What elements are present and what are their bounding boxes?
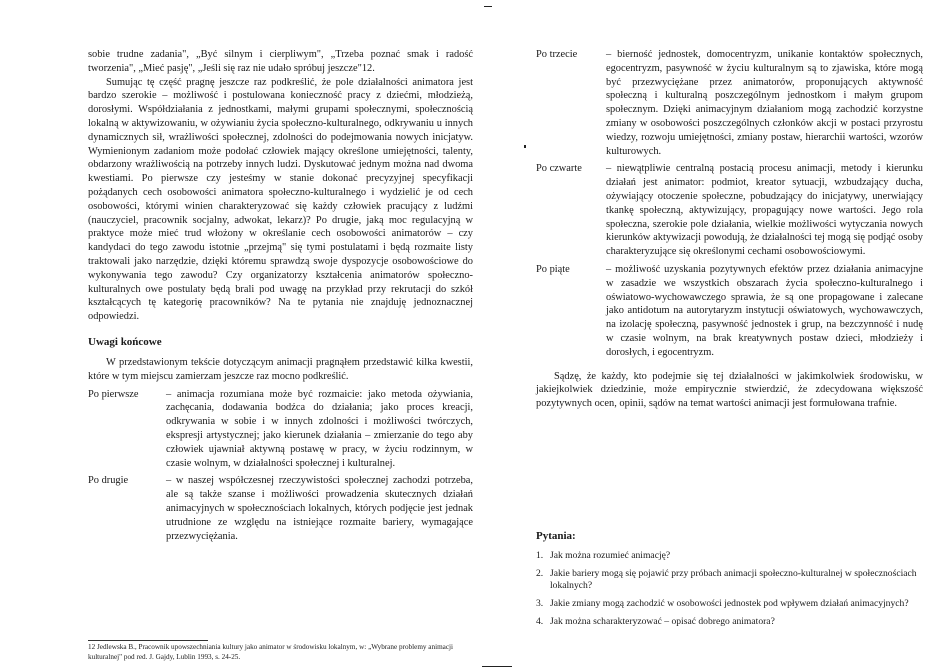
closing-paragraph: Sądzę, że każdy, kto podejmie się tej działalności w jakimkolwiek środowisku, w jakiejkolwiek dziedzinie, może empirycznie stwierdzić, że zdecydowana większość pozytywnych ocen, opinii, sądów na temat wartości animacji jest formułowana trafnie. xyxy=(536,370,923,410)
left-page xyxy=(88,0,473,670)
question-number: 4. xyxy=(536,616,544,627)
scan-mark-bottom xyxy=(482,666,512,667)
point-label: Po czwarte xyxy=(536,163,582,175)
point-item xyxy=(536,48,923,158)
intro-text: sobie trudne zadania", „Być silnym i cierpliwym", „Trzeba poznać smak i radość tworzenia", „Mieć pasję", „Jeśli się raz nie udało spróbuj jeszcze"12. xyxy=(88,49,473,74)
point-text: – możliwość uzyskania pozytywnych efektów przez działania animacyjne w zasadzie we wszystkich obszarach życia społeczno-kulturalnego i oświatowo-wychowawczego sprawia, że są one propagowane i zalecane jako antidotum na autorytaryzm instytucji oświatowych, wychowawczych, na izolację społeczną, pasywność jednostek i grup, na bezczynność i nudę w czasie wolnym, na brak kreatywnych postaw dzieci, młodzieży i dorosłych, i egocentryzm. xyxy=(606,263,923,358)
footnote-rule xyxy=(88,640,208,641)
conclusion-intro: W przedstawionym tekście dotyczącym animacji pragnąłem przedstawić kilka kwestii, które w tym miejscu zamierzam jeszcze raz mocno podkreślić. xyxy=(88,356,473,382)
scan-mark-dot xyxy=(524,145,526,148)
point-label: Po piąte xyxy=(536,263,570,275)
footnote: 12 Jedlewska B., Pracownik upowszechniania kultury jako animator w środowisku lokalnym, w: „Wybrane problemy animacji kulturalnej" pod red. J. Gajdy, Lublin 1993, s. 24-25. xyxy=(88,643,454,661)
point-item xyxy=(88,474,473,543)
right-page xyxy=(536,0,923,670)
question-number: 3. xyxy=(536,598,544,609)
point-item xyxy=(536,162,923,259)
question-text: Jak można rozumieć animację? xyxy=(550,550,671,561)
point-item xyxy=(88,388,473,471)
point-label: Po drugie xyxy=(88,475,129,487)
point-text: – w naszej współczesnej rzeczywistości społecznej zachodzi potrzeba, ale są także szanse i możliwości prowadzenia skutecznych działań animacyjnych w społecznościach lokalnych, których podjęcie jest jednak utrudnione ze względu na istniejące rozmaite bariery, wymagające przezwyciężania. xyxy=(166,475,473,542)
point-label: Po pierwsze xyxy=(88,388,139,400)
question-text: Jakie bariery mogą się pojawić przy próbach animacji społeczno-kulturalnej w społecznościach lokalnych? xyxy=(550,568,917,591)
question-item xyxy=(536,598,923,610)
question-item xyxy=(536,550,923,562)
questions-list xyxy=(536,550,923,628)
section-heading: Uwagi końcowe xyxy=(88,335,162,348)
summary-paragraph: Sumując tę część pragnę jeszcze raz podkreślić, że pole działalności animatora jest bardzo szerokie – możliwość i postulowana konieczność pracy z dziećmi, młodzieżą, dorosłymi. Współdziałania z jednostkami, małymi grupami społecznymi, społecznością lokalną w aktywizowaniu, w ożywianiu życia społeczno-kulturalnego, odkrywaniu u innych dynamicznych sił, wrażliwości społecznej, zdolności do podejmowania nowych inicjatyw. Wymienionym zadaniom może podołać człowiek mający określone umiejętności, talenty, obdarzony wrażliwością na potrzeby innych ludzi. Dyskutować jednym można nad dwoma kwestiami. Po pierwsze czy jesteśmy w stanie dokonać precyzyjnej specyfikacji pożądanych cech osobowości animatora społeczno-kulturalnego i wydzielić je od cech osobowości, którymi winien charakteryzować się każdy człowiek pracujący z ludźmi (nauczyciel, pracownik socjalny, adwokat, lekarz)? Po drugie, jaką moc regulacyjną w praktyce może mieć trud włożony w określanie cech osobowości animatorów – czy kandydaci do tego zawodu istotnie „przejmą" się tymi postulatami i będą rozmaite listy traktowali jako narzędzie, dzięki któremu sprawdzą swoje dyspozycje osobowościowe do wykonywania tego zawodu? Czy organizatorzy kształcenia animatorów społeczno-kulturalnych owe postulaty będą brali pod uwagę na przykład przy rekrutacji do szkół kształcących tę kategorię pracowników? Na te pytania nie znajduję jednoznacznej odpowiedzi. xyxy=(88,76,473,323)
point-text: – animacja rozumiana może być rozmaicie: jako metoda ożywiania, zachęcania, dodawania bodźca do działania; jako proces kreacji, odkrywania w sobie i w innych zdolności i możliwości twórczych, ekspresji artystycznej; jako kierunek działania – zmierzanie do tego aby człowiek ujawniał aktywną postawę w pracy, w życiu rodzinnym, w czasie wolnym, w działalności społecznej i kulturalnej. xyxy=(166,388,473,469)
question-number: 1. xyxy=(536,550,544,561)
question-item xyxy=(536,568,923,592)
point-text: – bierność jednostek, domocentryzm, unikanie kontaktów społecznych, egocentryzm, pasywność w życiu kulturalnym są to zjawiska, które mogą być przezwyciężane przez animatorów, proponujących aktywność społeczną i kulturalną poszczególnym jednostkom i małym grupom społecznym. Dzięki animacyjnym działaniom mogą zachodzić korzystne zmiany w osobowości poszczególnych członków akcji w postaci przyrostu wiedzy, rozwoju umiejętności, zmiany postaw, hierarchii wartości, wzorów kulturowych. xyxy=(606,49,923,157)
point-label: Po trzecie xyxy=(536,49,578,60)
point-text: – niewątpliwie centralną postacią procesu animacji, metody i kierunku działań jest animator: podmiot, kreator sytuacji, wzbudzający ducha, ożywiający otoczenie społeczne, pobudzający do inicjatywy, unerwiający tkankę społeczną, aktywizujący, propagujący nowe wartości. Jego rola społeczna, szerokie pole działania, wielkie możliwości wytyczania nowych kierunków aktywizacji powodują, że działalności tej mogą się podjąć osoby charakteryzujące się określonymi cechami osobowościowymi. xyxy=(606,163,923,258)
question-text: Jak można scharakteryzować – opisać dobrego animatora? xyxy=(550,616,775,627)
question-number: 2. xyxy=(536,568,544,579)
questions-heading: Pytania: xyxy=(536,530,576,542)
question-text: Jakie zmiany mogą zachodzić w osobowości jednostek pod wpływem działań animacyjnych? xyxy=(550,598,909,609)
scan-mark-top xyxy=(484,6,492,7)
question-item xyxy=(536,616,923,628)
point-item xyxy=(536,263,923,360)
